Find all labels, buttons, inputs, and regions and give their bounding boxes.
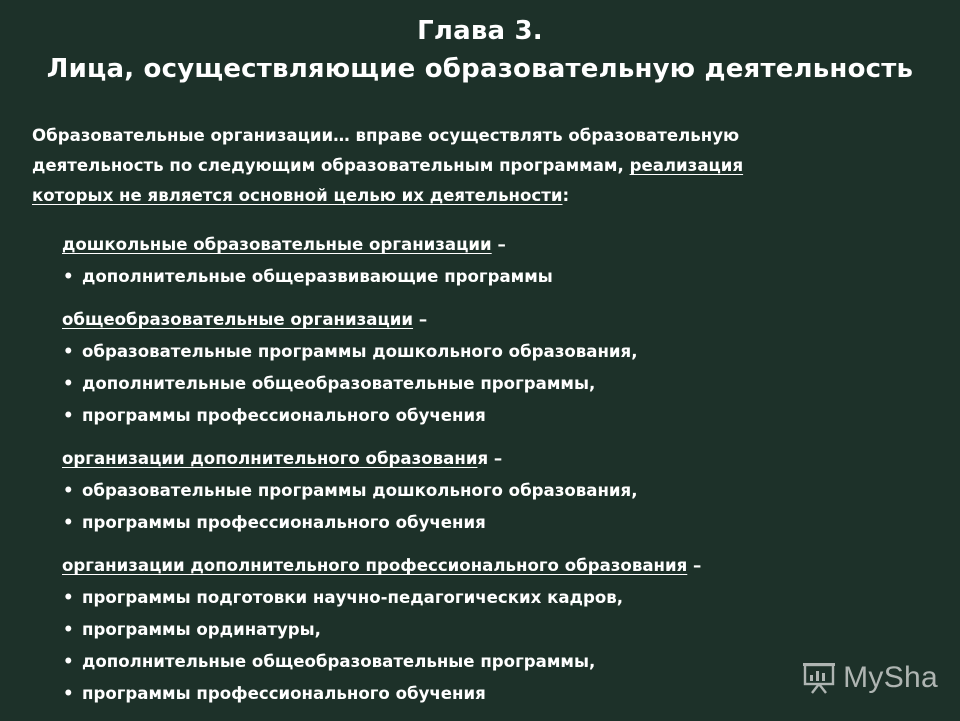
intro-line-3 xyxy=(32,181,932,211)
org-group-additional-professional-education xyxy=(62,550,922,710)
program-list-item xyxy=(62,582,922,614)
bullet-icon: • xyxy=(63,481,74,500)
program-text: дополнительные общеобразовательные программы, xyxy=(82,374,596,393)
program-text: образовательные программы дошкольного образования, xyxy=(82,342,638,361)
org-group-heading xyxy=(62,550,922,582)
org-group-name: дошкольные образовательные организации xyxy=(62,235,492,254)
bullet-icon: • xyxy=(63,652,74,671)
org-group-preschool xyxy=(62,229,922,293)
watermark-text: MySha xyxy=(843,661,938,694)
program-list-item xyxy=(62,400,922,432)
presentation-board-icon xyxy=(801,660,837,696)
org-group-dash: – xyxy=(413,310,428,329)
org-group-name: общеобразовательные организации xyxy=(62,310,414,329)
program-text: программы профессионального обучения xyxy=(82,406,486,425)
bullet-icon: • xyxy=(63,267,74,286)
title-line-2: Лица, осуществляющие образовательную деятельность xyxy=(46,54,914,84)
org-group-dash: – xyxy=(488,449,503,468)
program-text: образовательные программы дошкольного образования, xyxy=(82,481,638,500)
watermark-logo xyxy=(801,660,938,696)
program-text: программы подготовки научно-педагогических кадров, xyxy=(82,588,624,607)
program-list-item xyxy=(62,678,922,710)
program-list-item xyxy=(62,261,922,293)
org-group-dash: – xyxy=(687,556,702,575)
intro-underlined-phrase-start: реализация xyxy=(629,156,744,175)
program-list-item xyxy=(62,475,922,507)
org-group-name-tail: я xyxy=(477,449,489,468)
bullet-icon: • xyxy=(63,684,74,703)
org-group-heading xyxy=(62,304,922,336)
program-text: программы профессионального обучения xyxy=(82,684,486,703)
org-group-heading xyxy=(62,229,922,261)
program-list-item xyxy=(62,507,922,539)
program-text: программы ординатуры, xyxy=(82,620,321,639)
program-list-item xyxy=(62,336,922,368)
intro-line-3-tail: : xyxy=(562,186,570,205)
bullet-icon: • xyxy=(63,342,74,361)
program-list-item xyxy=(62,614,922,646)
intro-line-2-text: деятельность по следующим образовательным программам, xyxy=(32,156,630,175)
program-list-item xyxy=(62,368,922,400)
intro-line-2 xyxy=(32,151,932,181)
org-group-heading xyxy=(62,443,922,475)
program-text: дополнительные общеобразовательные программы, xyxy=(82,652,596,671)
intro-line-1: Образовательные организации… вправе осуществлять образовательную xyxy=(32,126,740,145)
org-group-general-education xyxy=(62,304,922,432)
bullet-icon: • xyxy=(63,620,74,639)
slide-title xyxy=(0,12,960,88)
bullet-icon: • xyxy=(63,406,74,425)
org-group-name: организации дополнительного профессионального образования xyxy=(62,556,688,575)
program-text: программы профессионального обучения xyxy=(82,513,486,532)
intro-underlined-phrase-end: которых не является основной целью их деятельности xyxy=(32,186,563,205)
bullet-icon: • xyxy=(63,513,74,532)
title-line-1: Глава 3. xyxy=(417,16,543,46)
org-group-name: организации дополнительного образовани xyxy=(62,449,478,468)
program-text: дополнительные общеразвивающие программы xyxy=(82,267,553,286)
program-list-item xyxy=(62,646,922,678)
bullet-icon: • xyxy=(63,588,74,607)
org-group-dash: – xyxy=(491,235,506,254)
bullet-icon: • xyxy=(63,374,74,393)
organization-groups xyxy=(62,229,922,721)
intro-paragraph xyxy=(32,121,932,211)
org-group-additional-education xyxy=(62,443,922,539)
